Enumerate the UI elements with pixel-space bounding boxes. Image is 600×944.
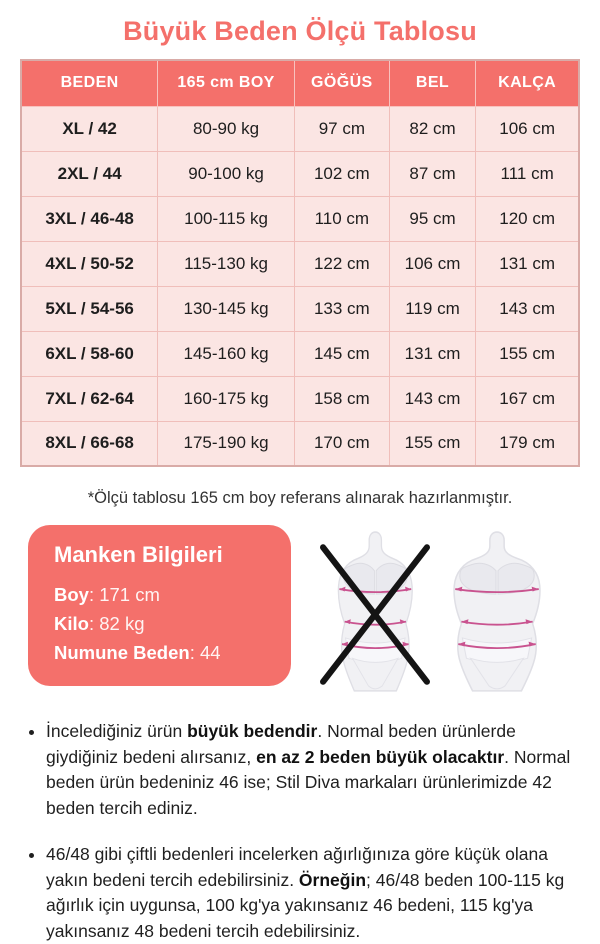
measurement-cell: 90-100 kg [158, 151, 295, 196]
text: . Normal beden ürünlerde giydiğiniz bedeni alırsanız, [46, 721, 516, 767]
measurement-cell: 143 cm [389, 376, 475, 421]
model-info-title: Manken Bilgileri [54, 542, 223, 567]
measurement-cell: 122 cm [294, 241, 389, 286]
model-weight-field [54, 609, 269, 638]
bold-text: Örneğin [298, 869, 367, 890]
size-cell: 2XL / 44 [21, 151, 158, 196]
measurement-cell: 130-145 kg [158, 286, 295, 331]
size-table-body [21, 106, 579, 466]
measurement-cell: 111 cm [476, 151, 579, 196]
measurement-cell: 170 cm [294, 421, 389, 466]
size-cell: 8XL / 66-68 [21, 421, 158, 466]
model-sample-size-field [54, 638, 269, 667]
table-row [21, 286, 579, 331]
crossed-out-body-measurement-icon [319, 527, 431, 699]
table-row [21, 151, 579, 196]
model-weight-value: : 82 kg [88, 613, 145, 634]
size-cell: 3XL / 46-48 [21, 196, 158, 241]
measurement-cell: 145 cm [294, 331, 389, 376]
column-header: BEDEN [21, 60, 158, 106]
measurement-cell: 179 cm [476, 421, 579, 466]
measurement-cell: 160-175 kg [158, 376, 295, 421]
measurement-cell: 133 cm [294, 286, 389, 331]
table-row [21, 331, 579, 376]
measurement-cell: 155 cm [476, 331, 579, 376]
column-header: KALÇA [476, 60, 579, 106]
size-cell: 6XL / 58-60 [21, 331, 158, 376]
measurement-cell: 167 cm [476, 376, 579, 421]
fit-figures [291, 527, 580, 699]
bold-text: en az 2 beden büyük olacaktır [256, 746, 505, 767]
text: ; 46/48 beden 100-115 kg ağırlık için uygunsa, 100 kg'ya yakınsanız 46 bedeni, 115 kg'ya yakınsanız 48 bedeni tercih edebilirsiniz. [46, 869, 565, 941]
size-table-header-row [21, 60, 579, 106]
measurement-cell: 131 cm [389, 331, 475, 376]
measurement-cell: 82 cm [389, 106, 475, 151]
table-row [21, 106, 579, 151]
column-header: BEL [389, 60, 475, 106]
text: İncelediğiniz ürün [46, 721, 188, 741]
measurement-cell: 87 cm [389, 151, 475, 196]
size-table [20, 59, 580, 467]
model-sample-size-label: Numune Beden [54, 642, 190, 663]
measurement-cell: 131 cm [476, 241, 579, 286]
measurement-cell: 106 cm [389, 241, 475, 286]
size-guide-page [0, 16, 600, 944]
table-row [21, 376, 579, 421]
size-cell: 4XL / 50-52 [21, 241, 158, 286]
measurement-cell: 100-115 kg [158, 196, 295, 241]
measurement-cell: 143 cm [476, 286, 579, 331]
page-title: Büyük Beden Ölçü Tablosu [123, 16, 477, 46]
bold-text: büyük bedendir [187, 721, 318, 741]
size-table-head [21, 60, 579, 106]
bullet-plus-size-info [46, 719, 586, 821]
table-row [21, 196, 579, 241]
measurement-cell: 175-190 kg [158, 421, 295, 466]
measurement-cell: 155 cm [389, 421, 475, 466]
info-bullets [30, 719, 586, 944]
measurement-cell: 158 cm [294, 376, 389, 421]
table-note: *Ölçü tablosu 165 cm boy referans alınarak hazırlanmıştır. [87, 489, 513, 507]
model-info-section [28, 525, 580, 699]
bullet-dual-size-info [46, 842, 586, 944]
model-height-field [54, 580, 269, 609]
column-header: 165 cm BOY [158, 60, 295, 106]
table-row [21, 241, 579, 286]
plus-size-body-measurement-icon [441, 527, 553, 699]
size-cell: XL / 42 [21, 106, 158, 151]
measurement-cell: 97 cm [294, 106, 389, 151]
measurement-cell: 106 cm [476, 106, 579, 151]
size-cell: 5XL / 54-56 [21, 286, 158, 331]
measurement-cell: 120 cm [476, 196, 579, 241]
measurement-cell: 110 cm [294, 196, 389, 241]
text: 46/48 gibi çiftli bedenleri incelerken ağırlığınıza göre küçük olana yakın bedeni tercih edebilirsiniz. [46, 844, 548, 890]
model-height-label: Boy [54, 584, 89, 605]
measurement-cell: 102 cm [294, 151, 389, 196]
column-header: GÖĞÜS [294, 60, 389, 106]
model-info-card [28, 525, 291, 686]
table-row [21, 421, 579, 466]
model-height-value: : 171 cm [88, 584, 160, 605]
measurement-cell: 80-90 kg [158, 106, 295, 151]
model-weight-label: Kilo [54, 613, 89, 634]
measurement-cell: 115-130 kg [158, 241, 295, 286]
model-sample-size-value: : 44 [189, 642, 221, 663]
text: . Normal beden ürün bedeniniz 46 ise; Stil Diva markaları ürünlerimizde 42 beden tercih ediniz. [46, 746, 571, 818]
measurement-cell: 145-160 kg [158, 331, 295, 376]
size-cell: 7XL / 62-64 [21, 376, 158, 421]
measurement-cell: 95 cm [389, 196, 475, 241]
measurement-cell: 119 cm [389, 286, 475, 331]
